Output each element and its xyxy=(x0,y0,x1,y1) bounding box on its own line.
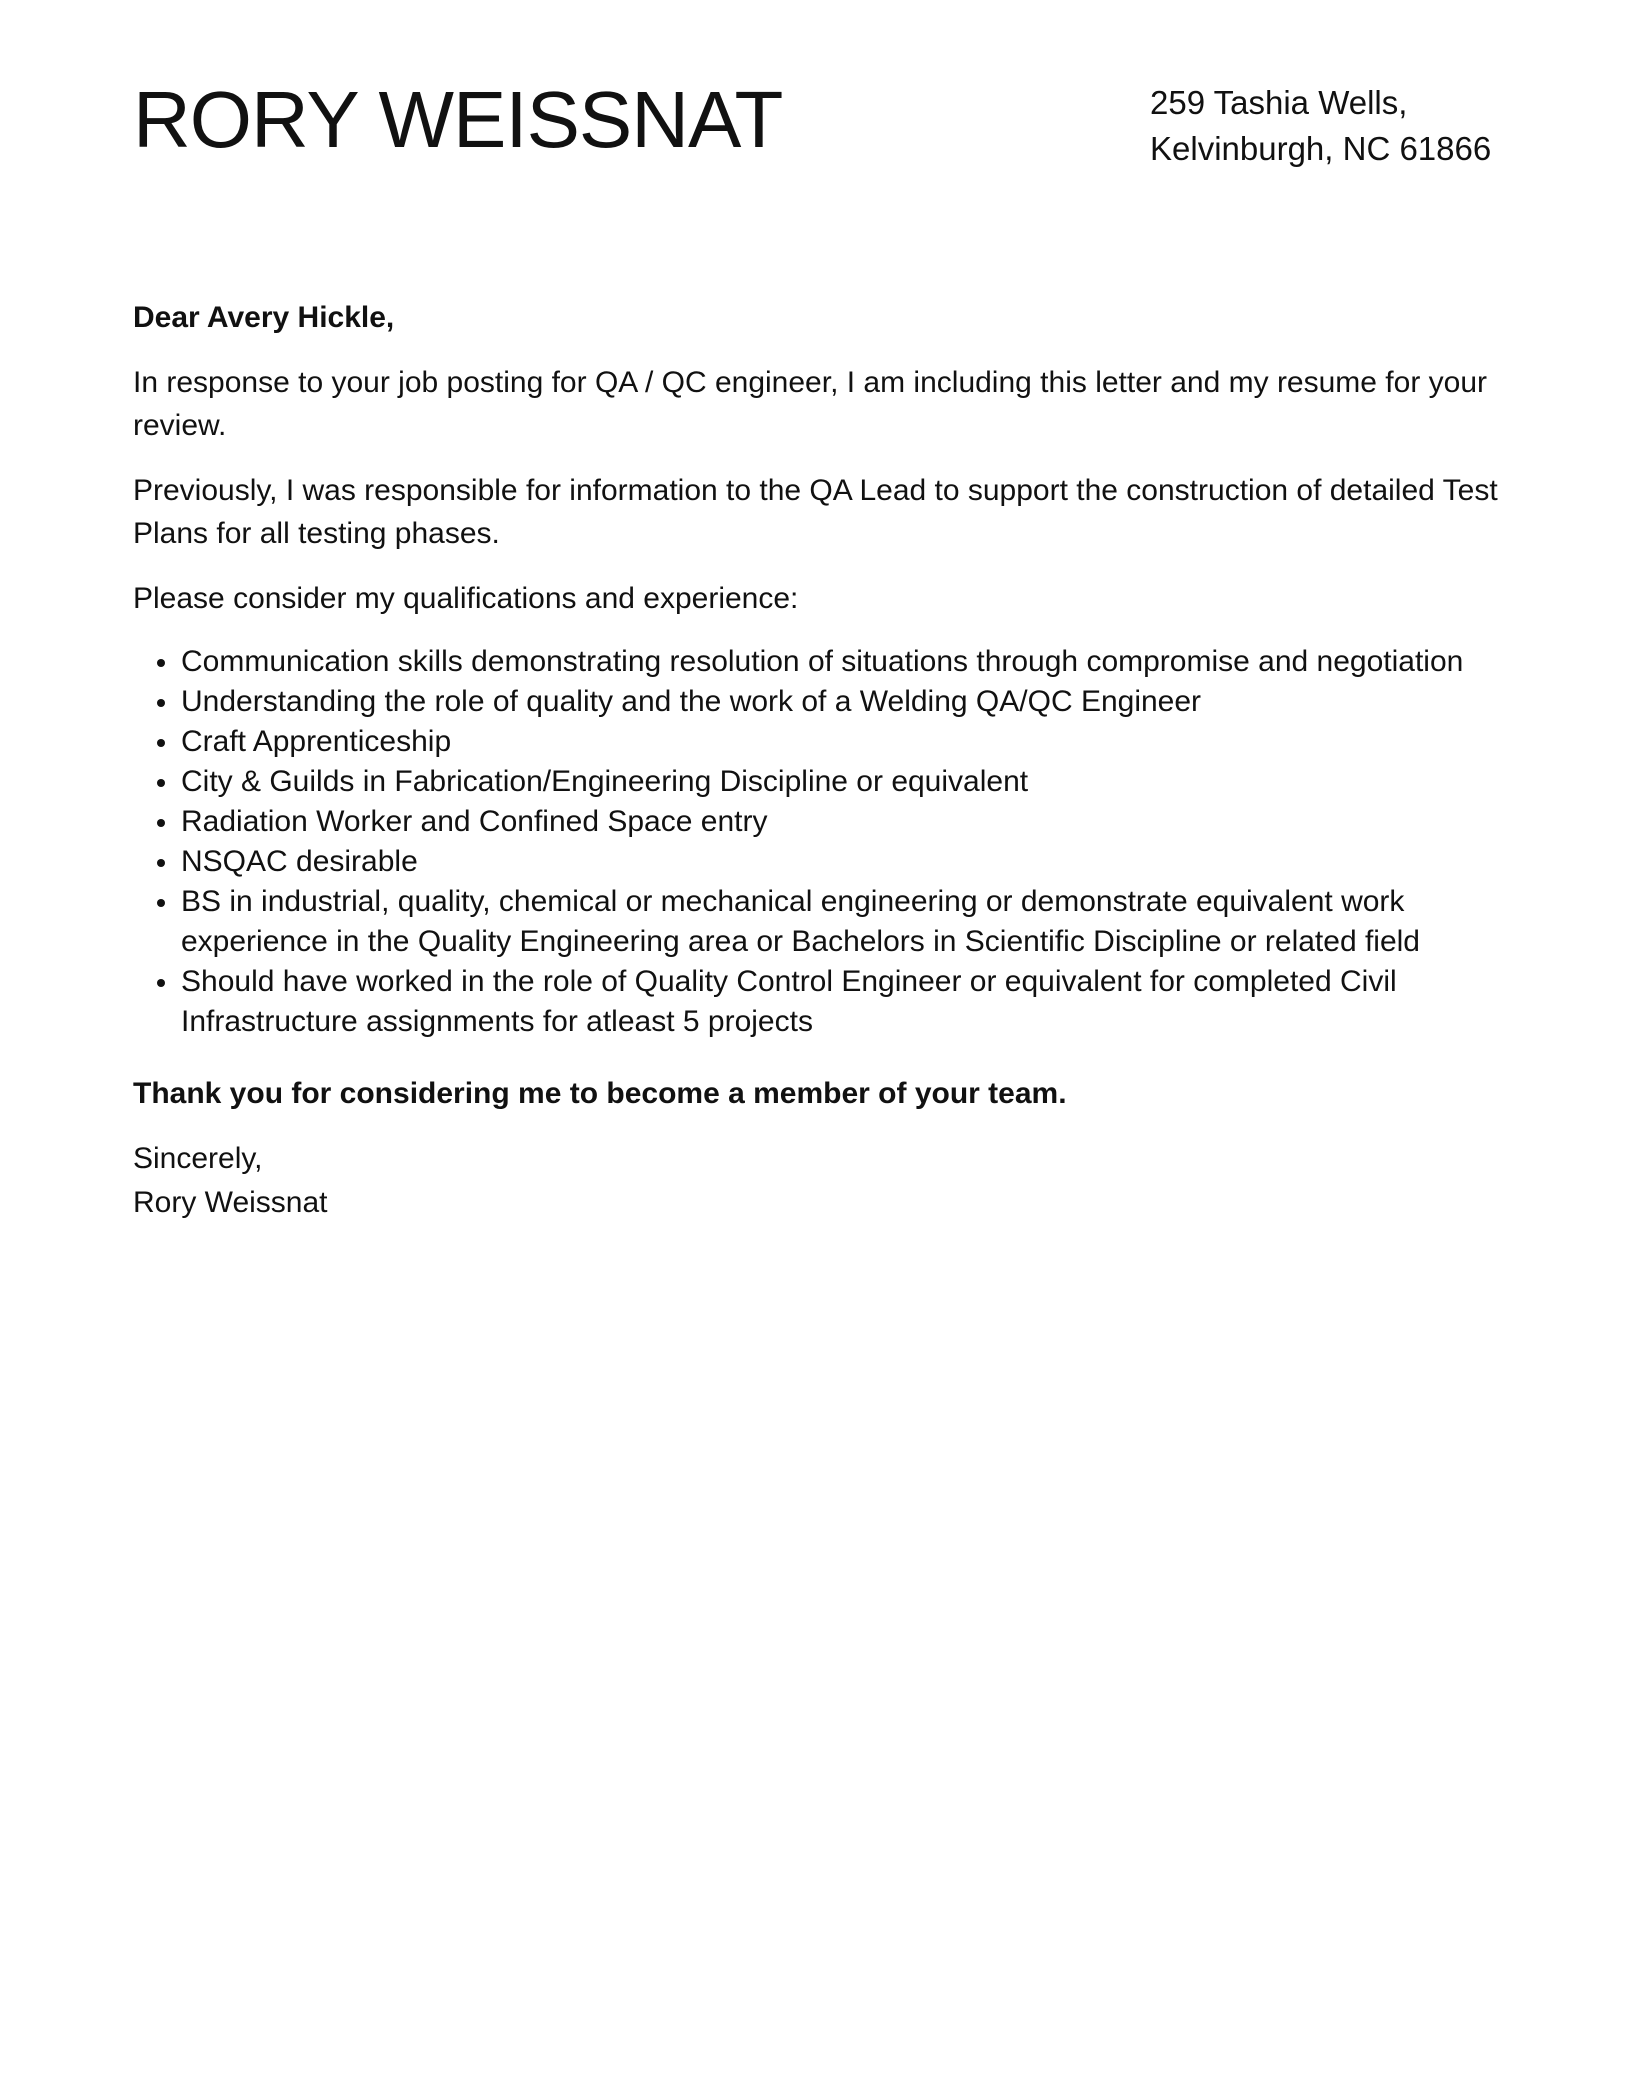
list-item-text: Craft Apprenticeship xyxy=(181,725,452,758)
applicant-address xyxy=(1150,80,1491,172)
list-item-text: Understanding the role of quality and the work of a Welding QA/QC Engineer xyxy=(181,685,1202,718)
qualifications-intro: Please consider my qualifications and experience: xyxy=(133,582,799,615)
list-item-text: Should have worked in the role of Quality Control Engineer or equivalent for completed Civil Infrastructure assignments for atleast 5 projects xyxy=(181,965,1397,1038)
qualifications-list xyxy=(133,642,1503,1042)
applicant-name: RORY WEISSNAT xyxy=(133,75,783,164)
closing-line: Thank you for considering me to become a member of your team. xyxy=(133,1077,1067,1110)
bullet-icon xyxy=(157,819,165,827)
bullet-icon xyxy=(157,859,165,867)
list-item-text: Communication skills demonstrating resolution of situations through compromise and negotiation xyxy=(181,645,1464,678)
list-item xyxy=(181,722,1503,762)
list-item-text: Radiation Worker and Confined Space entry xyxy=(181,805,768,838)
intro-paragraph: In response to your job posting for QA / QC engineer, I am including this letter and my resume for your review. xyxy=(133,366,1488,442)
list-item xyxy=(181,682,1503,722)
list-item xyxy=(181,762,1503,802)
list-item-text: BS in industrial, quality, chemical or mechanical engineering or demonstrate equivalent work experience in the Quality Engineering area or Bachelors in Scientific Discipline or related field xyxy=(181,885,1420,958)
signature-name: Rory Weissnat xyxy=(133,1186,328,1219)
list-item xyxy=(181,802,1503,842)
letter-body xyxy=(133,296,1503,1225)
list-item xyxy=(181,962,1503,1042)
bullet-icon xyxy=(157,899,165,907)
bullet-icon xyxy=(157,739,165,747)
experience-paragraph: Previously, I was responsible for information to the QA Lead to support the construction of detailed Test Plans for all testing phases. xyxy=(133,474,1498,550)
sign-off: Sincerely, xyxy=(133,1142,263,1175)
salutation: Dear Avery Hickle, xyxy=(133,301,395,334)
address-line-1: 259 Tashia Wells, xyxy=(1150,84,1408,121)
bullet-icon xyxy=(157,979,165,987)
list-item-text: NSQAC desirable xyxy=(181,845,418,878)
list-item xyxy=(181,882,1503,962)
bullet-icon xyxy=(157,659,165,667)
bullet-icon xyxy=(157,779,165,787)
list-item xyxy=(181,842,1503,882)
address-line-2: Kelvinburgh, NC 61866 xyxy=(1150,130,1492,167)
list-item-text: City & Guilds in Fabrication/Engineering Discipline or equivalent xyxy=(181,765,1029,798)
bullet-icon xyxy=(157,699,165,707)
sign-off-block xyxy=(133,1137,1503,1225)
list-item xyxy=(181,642,1503,682)
